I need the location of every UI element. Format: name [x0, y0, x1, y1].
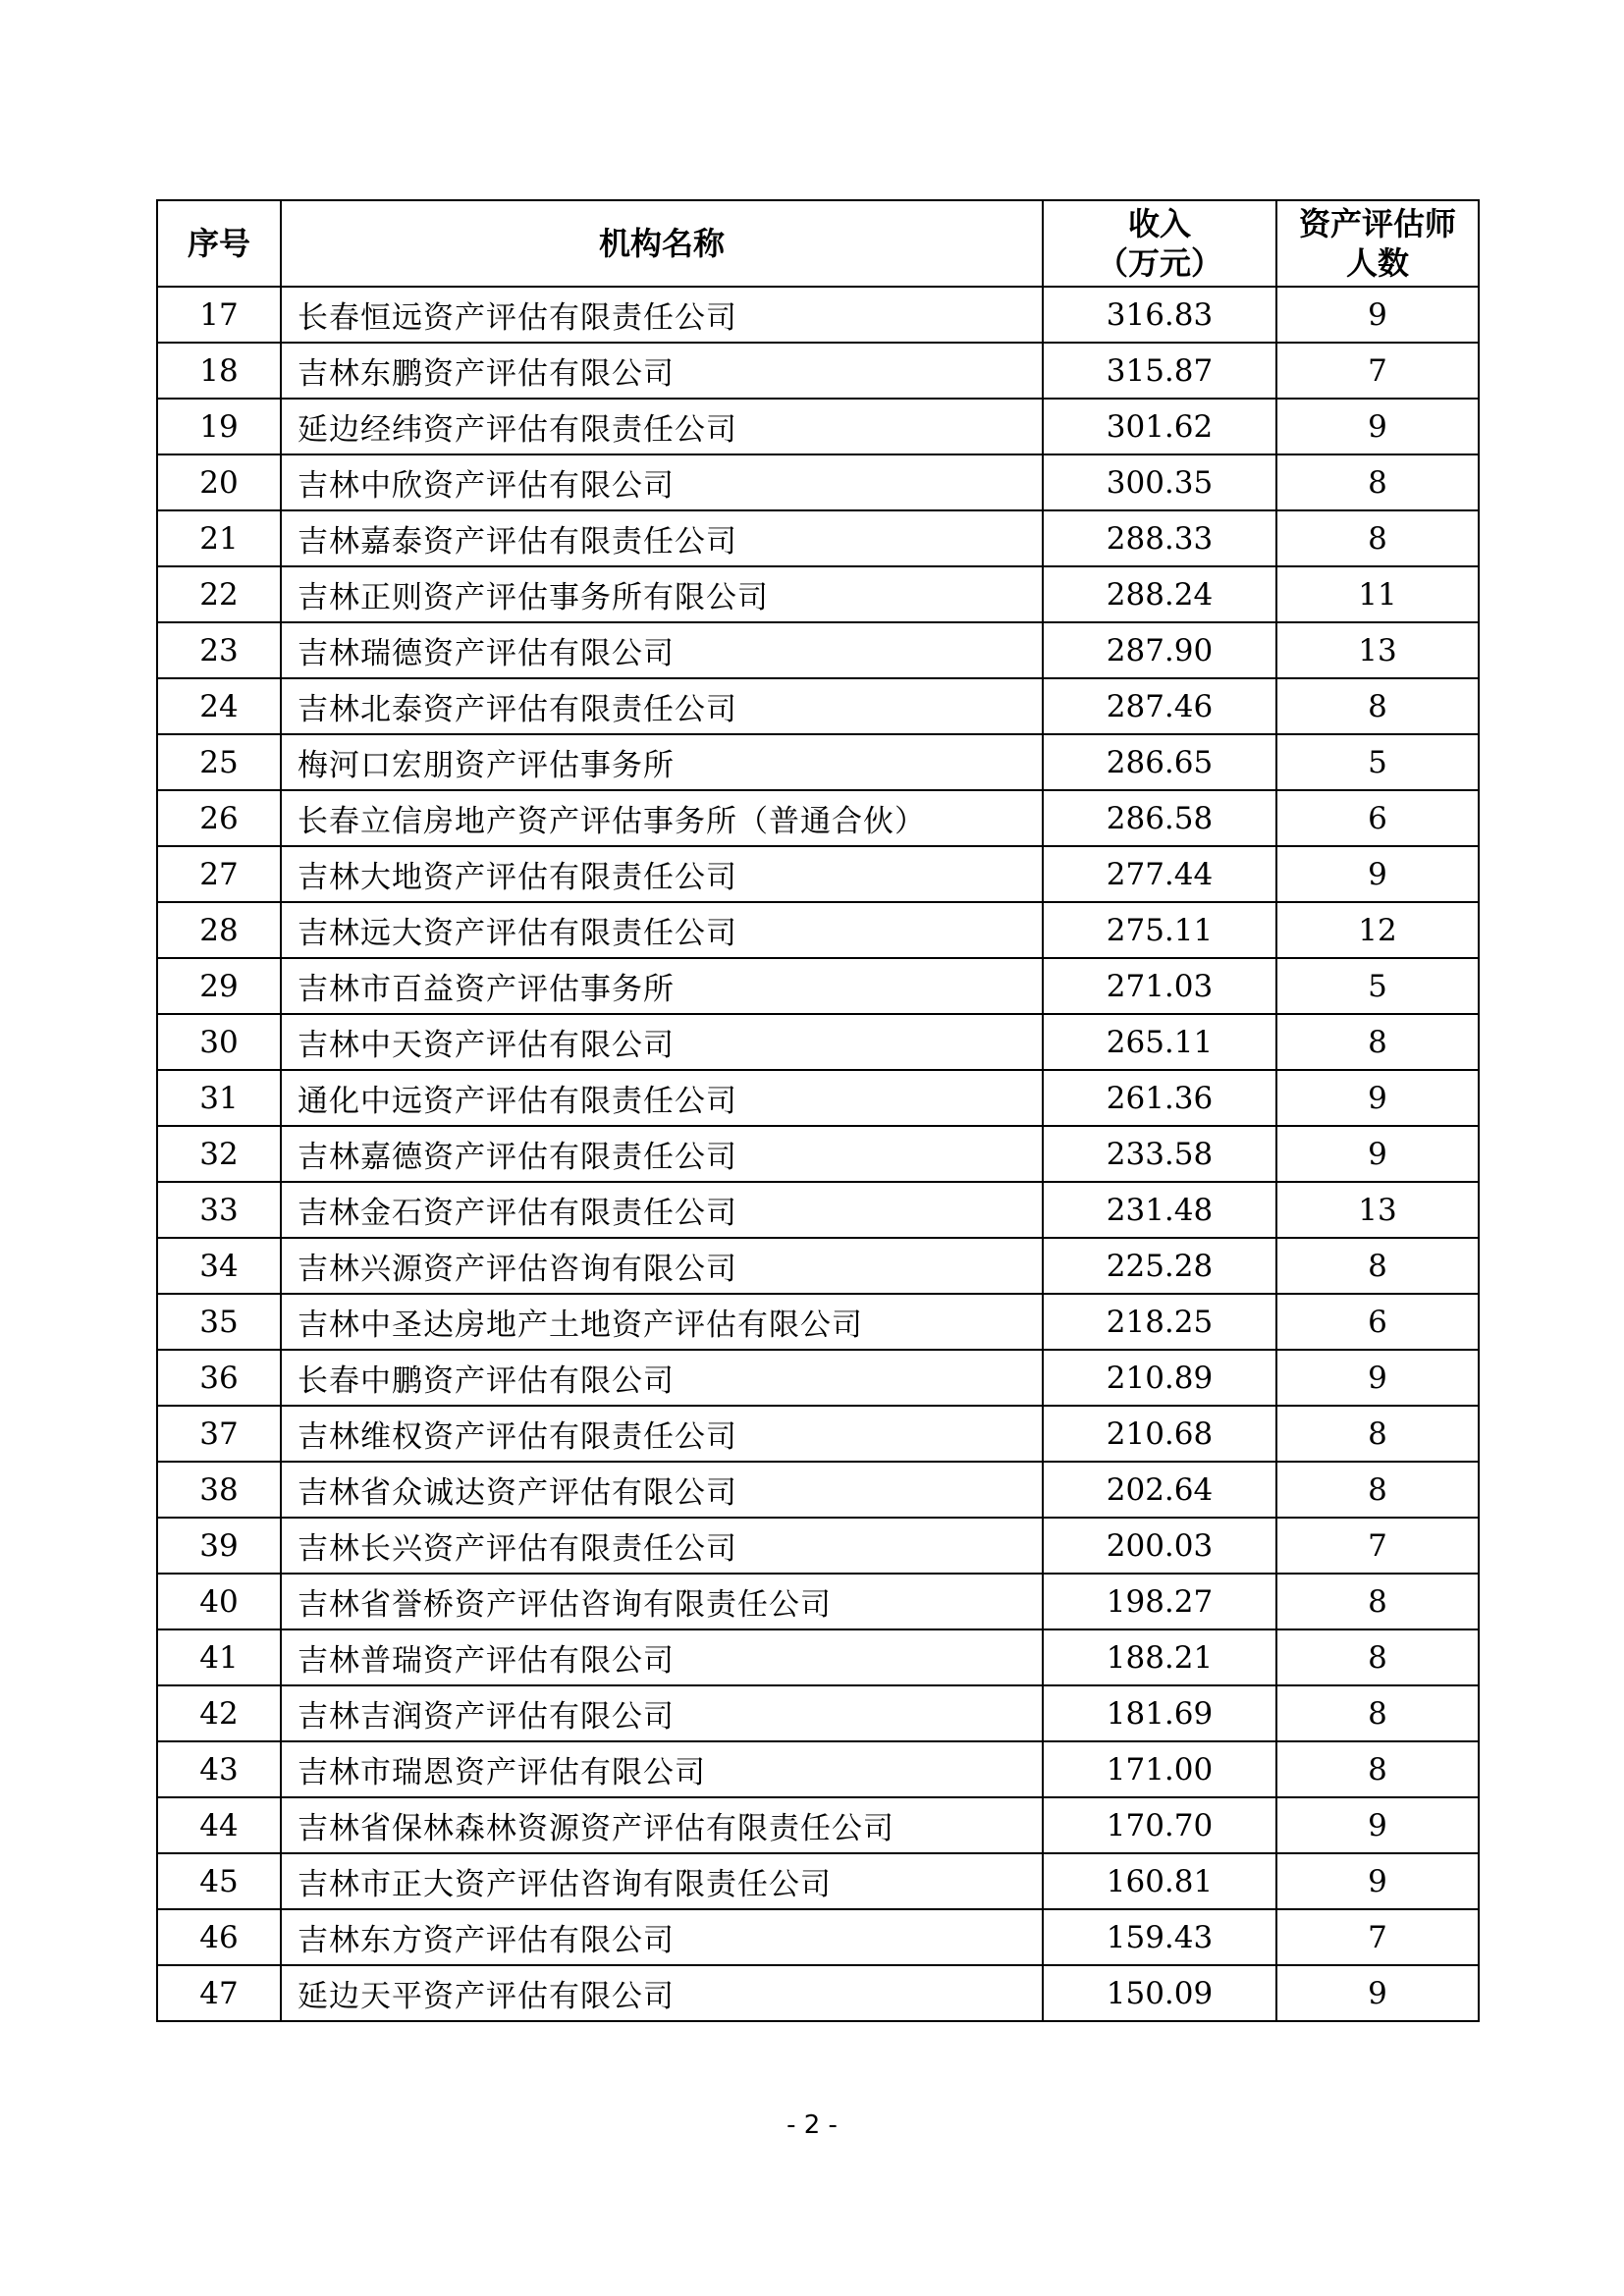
cell-institution-name: 吉林东方资产评估有限公司: [281, 1909, 1043, 1965]
cell-income: 231.48: [1043, 1182, 1276, 1238]
cell-serial-number: 42: [157, 1685, 281, 1741]
cell-institution-name: 吉林市瑞恩资产评估有限公司: [281, 1741, 1043, 1797]
header-income-unit: （万元）: [1096, 244, 1222, 282]
cell-serial-number: 18: [157, 343, 281, 399]
table-row: [157, 1126, 1479, 1182]
cell-income: 159.43: [1043, 1909, 1276, 1965]
table-row: [157, 1406, 1479, 1462]
cell-institution-name: 吉林正则资产评估事务所有限公司: [281, 566, 1043, 622]
table-row: [157, 1070, 1479, 1126]
cell-serial-number: 25: [157, 734, 281, 790]
table-row: [157, 790, 1479, 846]
cell-institution-name: 长春立信房地产资产评估事务所（普通合伙）: [281, 790, 1043, 846]
cell-income: 150.09: [1043, 1965, 1276, 2021]
cell-appraiser-count: 13: [1276, 622, 1479, 678]
cell-income: 210.89: [1043, 1350, 1276, 1406]
cell-income: 198.27: [1043, 1574, 1276, 1629]
table-row: [157, 1797, 1479, 1853]
table-row: [157, 1574, 1479, 1629]
table-row: [157, 1182, 1479, 1238]
cell-institution-name: 吉林嘉泰资产评估有限责任公司: [281, 510, 1043, 566]
table-row: [157, 1629, 1479, 1685]
table-row: [157, 1685, 1479, 1741]
table-row: [157, 622, 1479, 678]
cell-appraiser-count: 8: [1276, 1574, 1479, 1629]
table-row: [157, 678, 1479, 734]
cell-serial-number: 19: [157, 399, 281, 454]
cell-serial-number: 35: [157, 1294, 281, 1350]
cell-serial-number: 33: [157, 1182, 281, 1238]
cell-income: 301.62: [1043, 399, 1276, 454]
cell-appraiser-count: 5: [1276, 958, 1479, 1014]
cell-institution-name: 梅河口宏朋资产评估事务所: [281, 734, 1043, 790]
cell-serial-number: 44: [157, 1797, 281, 1853]
cell-serial-number: 37: [157, 1406, 281, 1462]
cell-appraiser-count: 9: [1276, 287, 1479, 343]
cell-institution-name: 吉林中欣资产评估有限公司: [281, 454, 1043, 510]
cell-institution-name: 吉林省誉桥资产评估咨询有限责任公司: [281, 1574, 1043, 1629]
cell-institution-name: 吉林长兴资产评估有限责任公司: [281, 1518, 1043, 1574]
cell-appraiser-count: 8: [1276, 1741, 1479, 1797]
cell-income: 316.83: [1043, 287, 1276, 343]
cell-income: 171.00: [1043, 1741, 1276, 1797]
cell-income: 181.69: [1043, 1685, 1276, 1741]
table-row: [157, 1294, 1479, 1350]
cell-institution-name: 长春恒远资产评估有限责任公司: [281, 287, 1043, 343]
cell-serial-number: 45: [157, 1853, 281, 1909]
cell-serial-number: 41: [157, 1629, 281, 1685]
cell-appraiser-count: 8: [1276, 1014, 1479, 1070]
cell-income: 218.25: [1043, 1294, 1276, 1350]
cell-serial-number: 28: [157, 902, 281, 958]
cell-appraiser-count: 8: [1276, 678, 1479, 734]
header-institution-name: 机构名称: [281, 200, 1043, 287]
table-row: [157, 1014, 1479, 1070]
table-row: [157, 734, 1479, 790]
header-income-label: 收入: [1127, 205, 1191, 242]
cell-income: 315.87: [1043, 343, 1276, 399]
cell-serial-number: 22: [157, 566, 281, 622]
table-body: [157, 287, 1479, 2021]
cell-income: 287.46: [1043, 678, 1276, 734]
cell-appraiser-count: 9: [1276, 1126, 1479, 1182]
cell-institution-name: 吉林维权资产评估有限责任公司: [281, 1406, 1043, 1462]
cell-institution-name: 吉林嘉德资产评估有限责任公司: [281, 1126, 1043, 1182]
cell-institution-name: 延边经纬资产评估有限责任公司: [281, 399, 1043, 454]
cell-appraiser-count: 11: [1276, 566, 1479, 622]
institution-income-table: [156, 199, 1480, 2022]
cell-serial-number: 26: [157, 790, 281, 846]
cell-appraiser-count: 9: [1276, 1965, 1479, 2021]
cell-appraiser-count: 12: [1276, 902, 1479, 958]
table-row: [157, 287, 1479, 343]
table-row: [157, 902, 1479, 958]
cell-appraiser-count: 5: [1276, 734, 1479, 790]
table-row: [157, 399, 1479, 454]
table-row: [157, 566, 1479, 622]
header-row: [157, 200, 1479, 287]
cell-institution-name: 吉林兴源资产评估咨询有限公司: [281, 1238, 1043, 1294]
cell-institution-name: 吉林市百益资产评估事务所: [281, 958, 1043, 1014]
cell-institution-name: 吉林北泰资产评估有限责任公司: [281, 678, 1043, 734]
cell-appraiser-count: 13: [1276, 1182, 1479, 1238]
cell-appraiser-count: 9: [1276, 846, 1479, 902]
cell-income: 300.35: [1043, 454, 1276, 510]
cell-income: 286.58: [1043, 790, 1276, 846]
header-income: [1043, 200, 1276, 287]
table-row: [157, 958, 1479, 1014]
cell-appraiser-count: 7: [1276, 1909, 1479, 1965]
cell-serial-number: 27: [157, 846, 281, 902]
cell-serial-number: 47: [157, 1965, 281, 2021]
cell-institution-name: 吉林省众诚达资产评估有限公司: [281, 1462, 1043, 1518]
table-row: [157, 1238, 1479, 1294]
cell-income: 287.90: [1043, 622, 1276, 678]
table-row: [157, 1350, 1479, 1406]
cell-appraiser-count: 9: [1276, 399, 1479, 454]
cell-serial-number: 23: [157, 622, 281, 678]
cell-institution-name: 吉林中圣达房地产土地资产评估有限公司: [281, 1294, 1043, 1350]
cell-income: 160.81: [1043, 1853, 1276, 1909]
table-row: [157, 1909, 1479, 1965]
cell-serial-number: 24: [157, 678, 281, 734]
cell-income: 170.70: [1043, 1797, 1276, 1853]
cell-appraiser-count: 7: [1276, 343, 1479, 399]
table-row: [157, 846, 1479, 902]
cell-institution-name: 吉林省保林森林资源资产评估有限责任公司: [281, 1797, 1043, 1853]
cell-serial-number: 40: [157, 1574, 281, 1629]
header-appraiser-count: [1276, 200, 1479, 287]
cell-serial-number: 30: [157, 1014, 281, 1070]
cell-serial-number: 38: [157, 1462, 281, 1518]
cell-appraiser-count: 9: [1276, 1350, 1479, 1406]
cell-appraiser-count: 8: [1276, 1238, 1479, 1294]
cell-income: 288.33: [1043, 510, 1276, 566]
cell-income: 261.36: [1043, 1070, 1276, 1126]
cell-appraiser-count: 8: [1276, 1406, 1479, 1462]
cell-institution-name: 吉林瑞德资产评估有限公司: [281, 622, 1043, 678]
cell-appraiser-count: 9: [1276, 1853, 1479, 1909]
cell-serial-number: 36: [157, 1350, 281, 1406]
cell-appraiser-count: 6: [1276, 1294, 1479, 1350]
cell-serial-number: 17: [157, 287, 281, 343]
cell-appraiser-count: 8: [1276, 510, 1479, 566]
cell-income: 288.24: [1043, 566, 1276, 622]
cell-serial-number: 39: [157, 1518, 281, 1574]
cell-serial-number: 31: [157, 1070, 281, 1126]
table-header: [157, 200, 1479, 287]
cell-serial-number: 32: [157, 1126, 281, 1182]
cell-income: 271.03: [1043, 958, 1276, 1014]
table-row: [157, 510, 1479, 566]
cell-serial-number: 29: [157, 958, 281, 1014]
cell-serial-number: 21: [157, 510, 281, 566]
cell-institution-name: 吉林吉润资产评估有限公司: [281, 1685, 1043, 1741]
cell-appraiser-count: 7: [1276, 1518, 1479, 1574]
cell-income: 275.11: [1043, 902, 1276, 958]
cell-income: 200.03: [1043, 1518, 1276, 1574]
cell-serial-number: 43: [157, 1741, 281, 1797]
cell-serial-number: 46: [157, 1909, 281, 1965]
cell-income: 277.44: [1043, 846, 1276, 902]
cell-appraiser-count: 8: [1276, 1462, 1479, 1518]
table-row: [157, 454, 1479, 510]
cell-income: 188.21: [1043, 1629, 1276, 1685]
cell-appraiser-count: 9: [1276, 1797, 1479, 1853]
table-row: [157, 1518, 1479, 1574]
cell-institution-name: 吉林中天资产评估有限公司: [281, 1014, 1043, 1070]
table-row: [157, 343, 1479, 399]
cell-institution-name: 吉林大地资产评估有限责任公司: [281, 846, 1043, 902]
header-serial-number: 序号: [157, 200, 281, 287]
cell-income: 233.58: [1043, 1126, 1276, 1182]
cell-serial-number: 34: [157, 1238, 281, 1294]
cell-institution-name: 吉林东鹏资产评估有限公司: [281, 343, 1043, 399]
cell-appraiser-count: 9: [1276, 1070, 1479, 1126]
cell-appraiser-count: 8: [1276, 454, 1479, 510]
cell-appraiser-count: 6: [1276, 790, 1479, 846]
table-row: [157, 1462, 1479, 1518]
cell-institution-name: 通化中远资产评估有限责任公司: [281, 1070, 1043, 1126]
cell-institution-name: 吉林远大资产评估有限责任公司: [281, 902, 1043, 958]
cell-income: 202.64: [1043, 1462, 1276, 1518]
cell-institution-name: 吉林普瑞资产评估有限公司: [281, 1629, 1043, 1685]
cell-income: 286.65: [1043, 734, 1276, 790]
header-appraiser-label-2: 人数: [1345, 244, 1409, 282]
cell-institution-name: 吉林市正大资产评估咨询有限责任公司: [281, 1853, 1043, 1909]
cell-income: 225.28: [1043, 1238, 1276, 1294]
table-row: [157, 1853, 1479, 1909]
cell-income: 210.68: [1043, 1406, 1276, 1462]
cell-appraiser-count: 8: [1276, 1629, 1479, 1685]
cell-serial-number: 20: [157, 454, 281, 510]
cell-income: 265.11: [1043, 1014, 1276, 1070]
cell-institution-name: 延边天平资产评估有限公司: [281, 1965, 1043, 2021]
cell-appraiser-count: 8: [1276, 1685, 1479, 1741]
page-number: - 2 -: [786, 2110, 838, 2140]
table-row: [157, 1965, 1479, 2021]
cell-institution-name: 吉林金石资产评估有限责任公司: [281, 1182, 1043, 1238]
table-row: [157, 1741, 1479, 1797]
header-appraiser-label: 资产评估师: [1298, 205, 1456, 242]
cell-institution-name: 长春中鹏资产评估有限公司: [281, 1350, 1043, 1406]
